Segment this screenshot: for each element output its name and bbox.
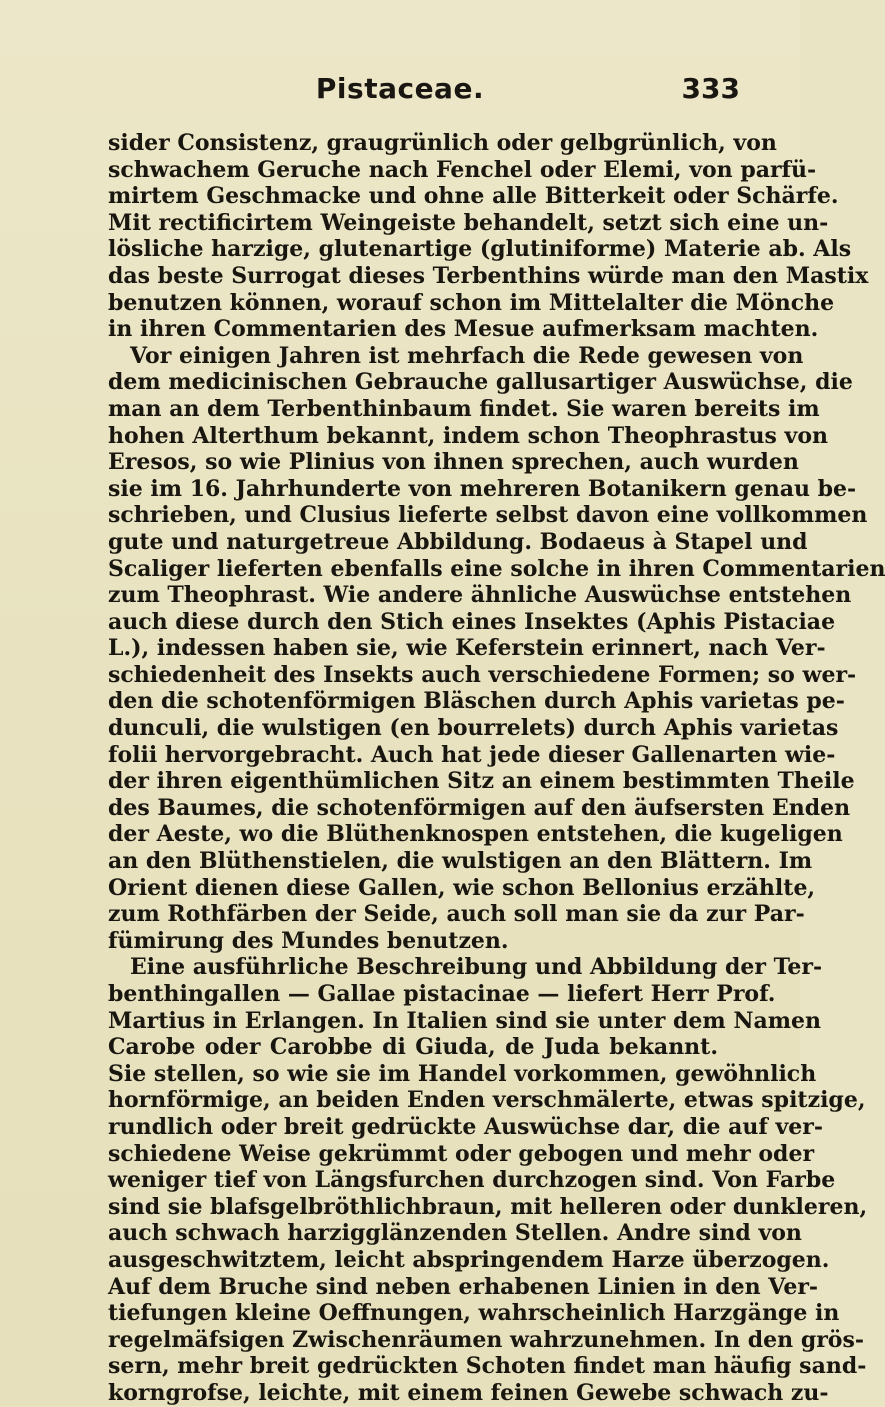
body-text: [108, 130, 885, 1407]
text-line: lösliche harzige, glutenartige (glutiniforme) Materie ab. Als: [108, 236, 852, 263]
text-line: korngrofse, leichte, mit einem feinen Gewebe schwach zu-: [108, 1379, 829, 1406]
text-line: schrieben, und Clusius lieferte selbst davon eine vollkommen: [108, 502, 868, 529]
text-line: Orient dienen diese Gallen, wie schon Bellonius erzählte,: [108, 874, 816, 901]
text-line: hohen Alterthum bekannt, indem schon Theophrastus von: [108, 422, 829, 449]
text-line: Martius in Erlangen. In Italien sind sie unter dem Namen: [108, 1007, 821, 1034]
text-line: Eine ausführliche Beschreibung und Abbildung der Ter-: [130, 954, 823, 981]
text-line: schwachem Geruche nach Fenchel oder Elemi, von parfü-: [108, 156, 817, 183]
text-line: des Baumes, die schotenförmigen auf den äufsersten Enden: [108, 794, 851, 821]
text-line: Carobe oder Carobbe di Giuda, de Juda bekannt.: [108, 1034, 718, 1061]
text-line: dem medicinischen Gebrauche gallusartiger Auswüchse, die: [108, 369, 853, 396]
text-line: schiedenheit des Insekts auch verschiedene Formen; so wer-: [108, 661, 857, 688]
text-line: das beste Surrogat dieses Terbenthins würde man den Mastix: [108, 262, 869, 289]
text-line: der Aeste, wo die Blüthenknospen entstehen, die kugeligen: [108, 821, 843, 848]
text-line: ausgeschwitztem, leicht abspringendem Harze überzogen.: [108, 1246, 830, 1273]
text-line: regelmäfsigen Zwischenräumen wahrzunehmen. In den grös-: [108, 1326, 864, 1353]
text-line: weniger tief von Längsfurchen durchzogen sind. Von Farbe: [108, 1167, 836, 1194]
text-line: gute und naturgetreue Abbildung. Bodaeus à Stapel und: [108, 528, 808, 555]
text-line: benutzen können, worauf schon im Mittelalter die Mönche: [108, 289, 835, 316]
text-line: Vor einigen Jahren ist mehrfach die Rede gewesen von: [130, 342, 804, 369]
running-title: Pistaceae.: [315, 72, 485, 105]
text-line: benthingallen — Gallae pistacinae — liefert Herr Prof.: [108, 981, 776, 1007]
text-line: mirtem Geschmacke und ohne alle Bitterkeit oder Schärfe.: [108, 183, 839, 210]
text-line: tiefungen kleine Oeffnungen, wahrscheinlich Harzgänge in: [108, 1300, 840, 1327]
text-line: dunculi, die wulstigen (en bourrelets) durch Aphis varietas: [108, 715, 839, 742]
text-line: Scaliger lieferten ebenfalls eine solche in ihren Commentarien: [108, 555, 885, 582]
text-line: hornförmige, an beiden Enden verschmälerte, etwas spitzige,: [108, 1087, 866, 1114]
text-line: der ihren eigenthümlichen Sitz an einem bestimmten Theile: [108, 768, 855, 795]
text-line: schiedene Weise gekrümmt oder gebogen und mehr oder: [108, 1140, 815, 1167]
text-line: fümirung des Mundes benutzen.: [108, 927, 509, 954]
text-line: Eresos, so wie Plinius von ihnen sprechen, auch wurden: [108, 449, 799, 476]
text-line: den die schotenförmigen Bläschen durch Aphis varietas pe-: [108, 688, 845, 715]
text-line: zum Rothfärben der Seide, auch soll man sie da zur Par-: [108, 901, 805, 928]
text-line: an den Blüthenstielen, die wulstigen an den Blättern. Im: [108, 848, 813, 875]
text-line: folii hervorgebracht. Auch hat jede dieser Gallenarten wie-: [108, 741, 836, 768]
text-line: sern, mehr breit gedrückten Schoten findet man häufig sand-: [108, 1353, 867, 1380]
text-line: man an dem Terbenthinbaum findet. Sie waren bereits im: [108, 395, 820, 422]
text-line: L.), indessen haben sie, wie Keferstein erinnert, nach Ver-: [108, 635, 826, 662]
text-line: in ihren Commentarien des Mesue aufmerksam machten.: [108, 316, 819, 343]
text-line: sider Consistenz, graugrünlich oder gelbgrünlich, von: [108, 130, 777, 156]
page-number: 333: [681, 72, 740, 105]
text-line: auch schwach harzigglänzenden Stellen. Andre sind von: [108, 1220, 802, 1247]
text-line: Sie stellen, so wie sie im Handel vorkommen, gewöhnlich: [108, 1060, 817, 1087]
text-line: auch diese durch den Stich eines Insektes (Aphis Pistaciae: [108, 608, 836, 635]
text-line: Auf dem Bruche sind neben erhabenen Linien in den Ver-: [108, 1273, 819, 1300]
text-line: rundlich oder breit gedrückte Auswüchse dar, die auf ver-: [108, 1113, 824, 1140]
text-line: Mit rectificirtem Weingeiste behandelt, setzt sich eine un-: [108, 209, 829, 236]
text-line: zum Theophrast. Wie andere ähnliche Auswüchse entstehen: [108, 582, 852, 609]
page-header: [0, 72, 800, 112]
text-line: sie im 16. Jahrhunderte von mehreren Botanikern genau be-: [108, 475, 857, 502]
text-line: sind sie blafsgelbröthlichbraun, mit helleren oder dunkleren,: [108, 1193, 868, 1220]
